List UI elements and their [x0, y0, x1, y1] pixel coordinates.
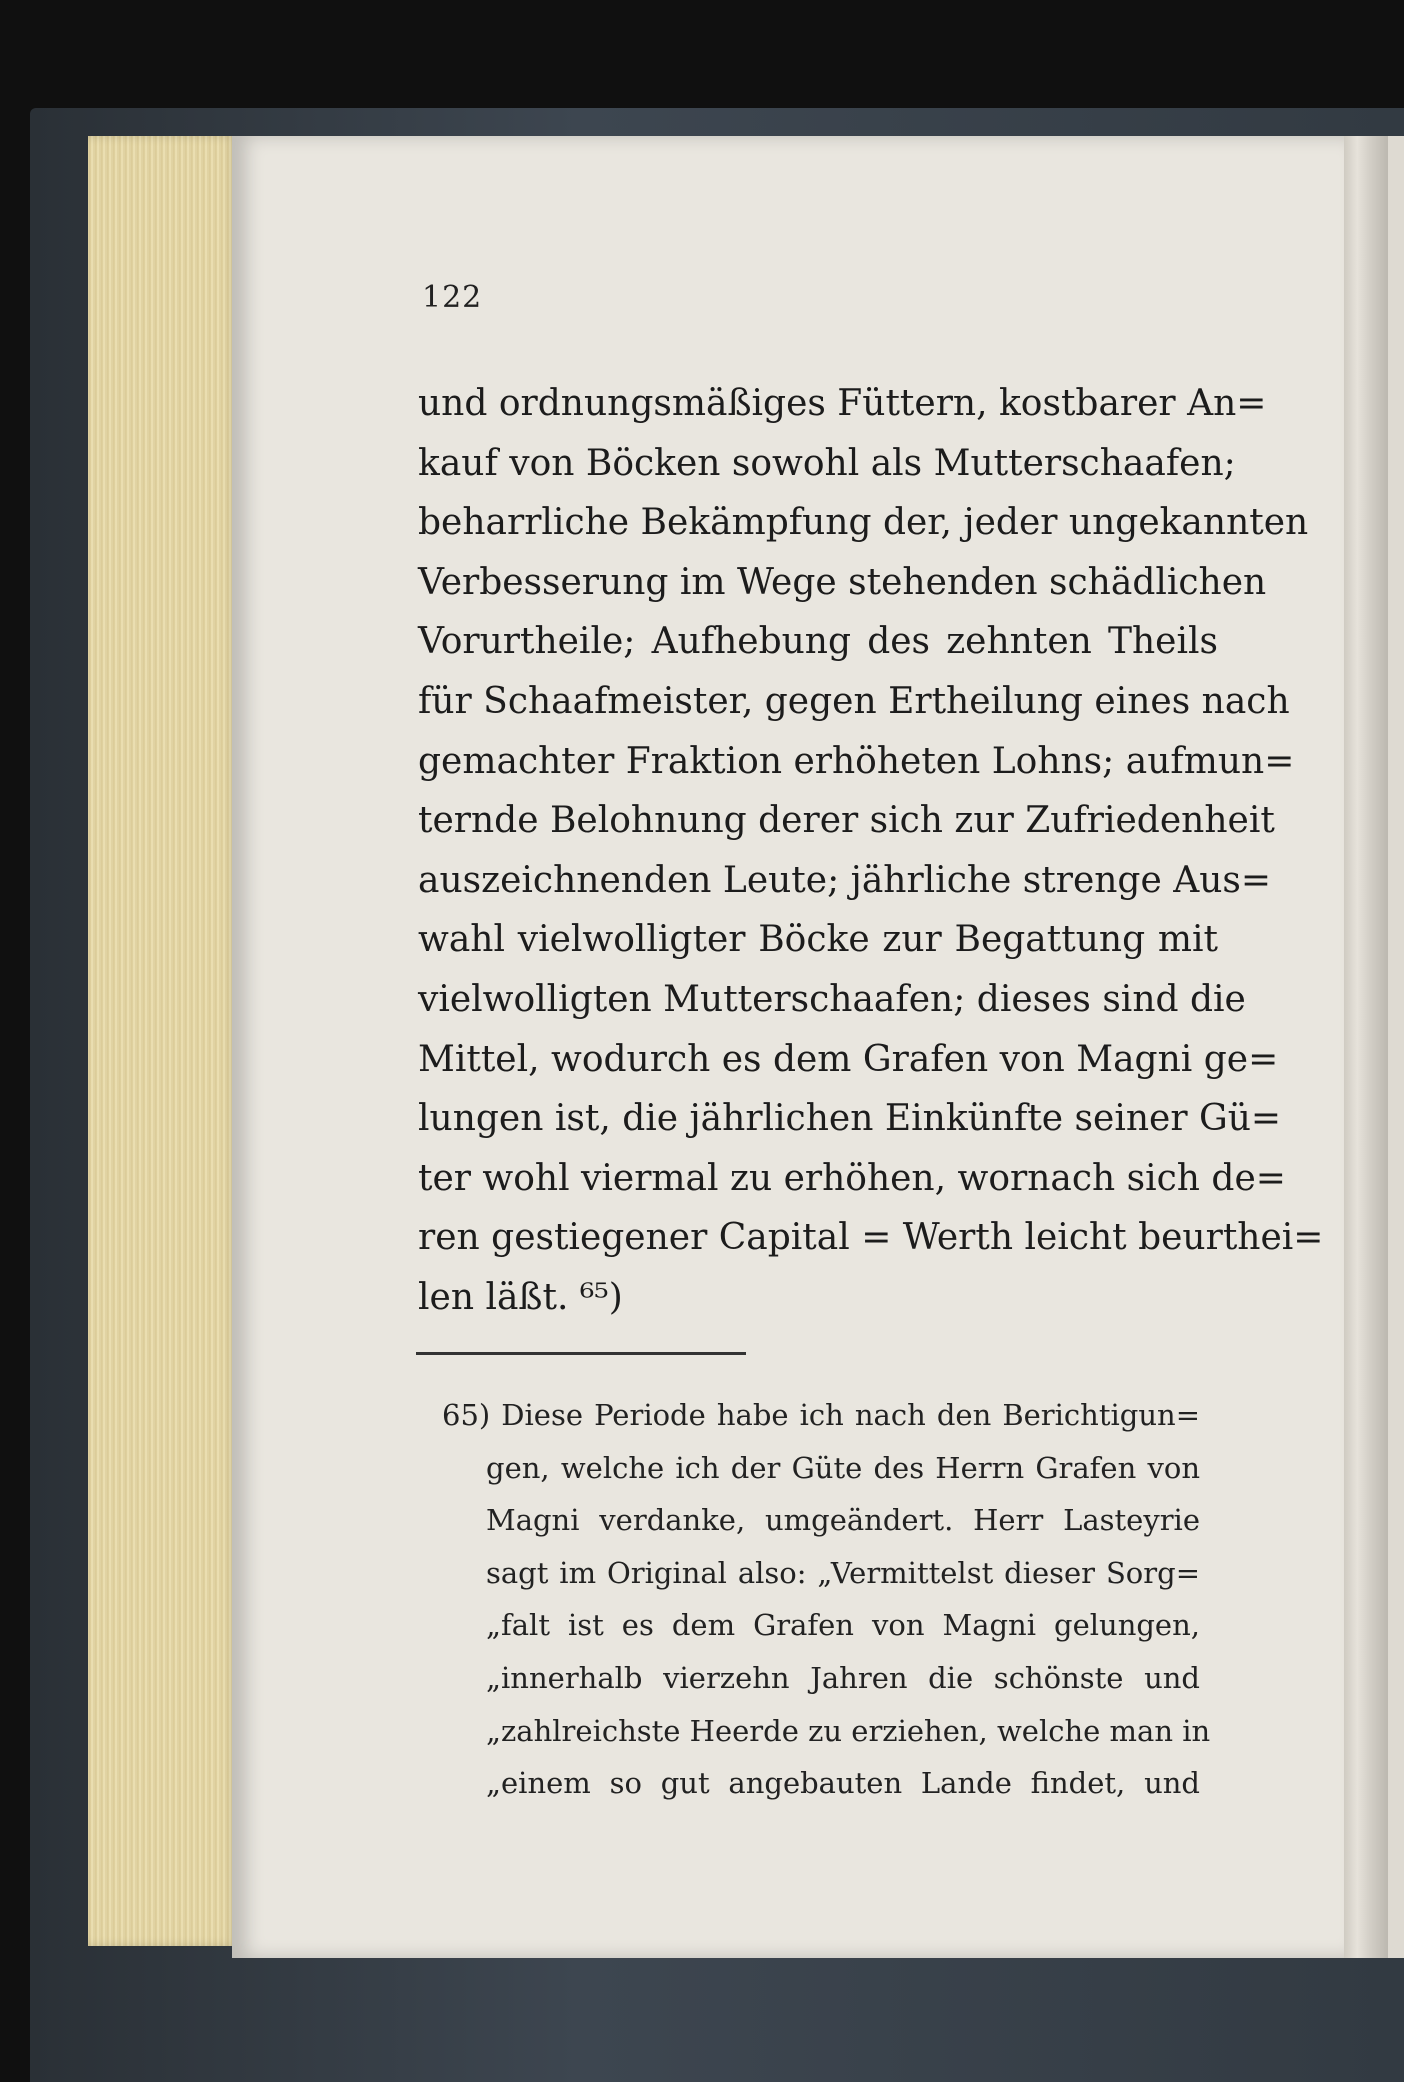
footnote-line: „falt ist es dem Grafen von Magni gelungen, — [486, 1608, 1200, 1643]
text-line: Verbesserung im Wege stehenden schädlichen — [418, 561, 1267, 603]
text-line: ternde Belohnung derer sich zur Zufriedenheit — [418, 800, 1275, 842]
footnote-line: „innerhalb vierzehn Jahren die schönste und — [486, 1660, 1200, 1695]
text-line: ter wohl viermal zu erhöhen, wornach sich de= — [418, 1157, 1286, 1199]
facing-page-sliver — [1388, 136, 1404, 1958]
footnote-line: „einem so gut angebauten Lande findet, und — [486, 1766, 1200, 1801]
facing-page-edge — [1344, 136, 1388, 1958]
main-text-block — [418, 374, 1324, 1328]
page-edges — [88, 136, 238, 1946]
footnote-line: Magni verdanke, umgeändert. Herr Lasteyrie — [486, 1503, 1200, 1538]
footnote-block — [442, 1389, 1211, 1810]
text-line: ren gestiegener Capital = Werth leicht beurthei= — [418, 1217, 1324, 1259]
text-line: len läßt. ⁶⁵) — [418, 1276, 623, 1318]
text-line: beharrliche Bekämpfung der, jeder ungekannten — [418, 502, 1309, 544]
text-line: Mittel, wodurch es dem Grafen von Magni ge= — [418, 1038, 1279, 1080]
footnote-line: gen, welche ich der Güte des Herrn Grafen von — [486, 1450, 1200, 1485]
page-number: 122 — [422, 280, 483, 315]
text-line: und ordnungsmäßiges Füttern, kostbarer An= — [418, 383, 1267, 424]
text-line: gemachter Fraktion erhöheten Lohns; aufmun= — [418, 740, 1295, 782]
footnote-separator — [416, 1352, 746, 1355]
text-line: kauf von Böcken sowohl als Mutterschaafen; — [418, 442, 1236, 484]
footnote-line: sagt im Original also: „Vermittelst dieser Sorg= — [486, 1555, 1200, 1590]
text-line: lungen ist, die jährlichen Einkünfte seiner Gü= — [418, 1098, 1282, 1140]
text-line: vielwolligten Mutterschaafen; dieses sind die — [418, 978, 1246, 1020]
text-line: wahl vielwolligter Böcke zur Begattung mit — [418, 919, 1218, 961]
footnote-line: 65) Diese Periode habe ich nach den Berichtigun= — [442, 1398, 1200, 1432]
text-line: Vorurtheile; Aufhebung des zehnten Theils — [418, 621, 1218, 663]
text-line: auszeichnenden Leute; jährliche strenge Aus= — [418, 859, 1272, 901]
text-line: für Schaafmeister, gegen Ertheilung eines nach — [418, 680, 1290, 722]
footnote-line: „zahlreichste Heerde zu erziehen, welche man in — [486, 1713, 1211, 1748]
